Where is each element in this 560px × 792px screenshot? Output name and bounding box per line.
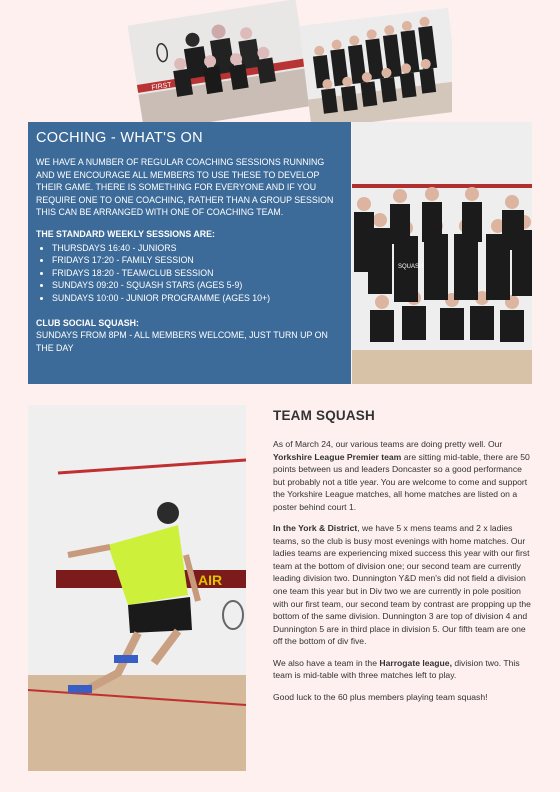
banner-text: FIRST (151, 81, 173, 92)
social-text: SUNDAYS FROM 8PM - ALL MEMBERS WELCOME, JUST TURN UP ON THE DAY (36, 330, 328, 353)
team-squash-article (273, 408, 535, 712)
paragraph-1 (273, 438, 535, 513)
social-heading: CLUB SOCIAL SQUASH: (36, 317, 139, 328)
paragraph-3 (273, 657, 535, 682)
text: are sitting mid-table, there are 50 points between us and leaders Doncaster so a good performance but probably not a title year. You are welcome to come and support the Yorkshire League matches, all home matches are listed on a poster behind court 1. (273, 451, 530, 512)
text: As of March 24, our various teams are doing pretty well. Our (273, 439, 503, 449)
paragraph-2 (273, 522, 535, 647)
shirt-text: SQUASH (398, 264, 424, 270)
team-squash-title: TEAM SQUASH (273, 408, 375, 423)
bold-text: In the York & District (273, 523, 358, 534)
session-item: • FRIDAYS 17:20 - FAMILY SESSION (52, 254, 343, 267)
paragraph-4: Good luck to the 60 plus members playing team squash! (273, 691, 488, 702)
session-item: • SUNDAYS 10:00 - JUNIOR PROGRAMME (AGES 10+) (52, 292, 343, 305)
session-item: • THURSDAYS 16:40 - JUNIORS (52, 242, 343, 255)
bold-text: Harrogate league, (379, 657, 452, 668)
text: , we have 5 x mens teams and 2 x ladies teams, so the club is busy most evenings with home matches. Our ladies teams are experiencing mixed success this year with our first team at the bottom of division one; our second team are currently leading division two. Dunnington Y&D men's did not field a division one team this year but in Div two we are currently in pole position with our first team, our second team by contrast are propping up the bottom of the same division. Dunnington 3 are top of division 4 and Dunnington 5 are in third place in division 5. Our fifth team are one off the bottom of div five. (273, 523, 531, 647)
text: division two. This team is mid-table with three matches left to play. (273, 657, 520, 681)
top-group-photos (128, 0, 452, 122)
text: We also have a team in the (273, 657, 380, 668)
session-item: • SUNDAYS 09:20 - SQUASH STARS (AGES 5-9) (52, 279, 343, 292)
coaching-title: COCHING - WHAT'S ON (36, 130, 203, 146)
coaching-intro: WE HAVE A NUMBER OF REGULAR COACHING SESSIONS RUNNING AND WE ENCOURAGE ALL MEMBERS TO USE THESE TO DEVELOP THEIR GAME. THERE IS SOMETHING FOR EVERYONE AND IF YOU REQUIRE ONE TO ONE COACHING, RATHER THAN A GROUP SESSION THIS CAN BE ARRANGED WITH ONE OF COACHING TEAM. (36, 157, 334, 218)
squash-player-photo (28, 405, 246, 771)
sessions-heading: THE STANDARD WEEKLY SESSIONS ARE: (36, 228, 215, 239)
coaching-info-box (28, 122, 351, 384)
court-banner-text: AIR (198, 572, 223, 588)
junior-squad-photo (352, 122, 532, 384)
session-item: • FRIDAYS 18:20 - TEAM/CLUB SESSION (52, 267, 343, 280)
bold-text: Yorkshire League Premier team (273, 451, 402, 462)
sessions-list (36, 242, 343, 305)
